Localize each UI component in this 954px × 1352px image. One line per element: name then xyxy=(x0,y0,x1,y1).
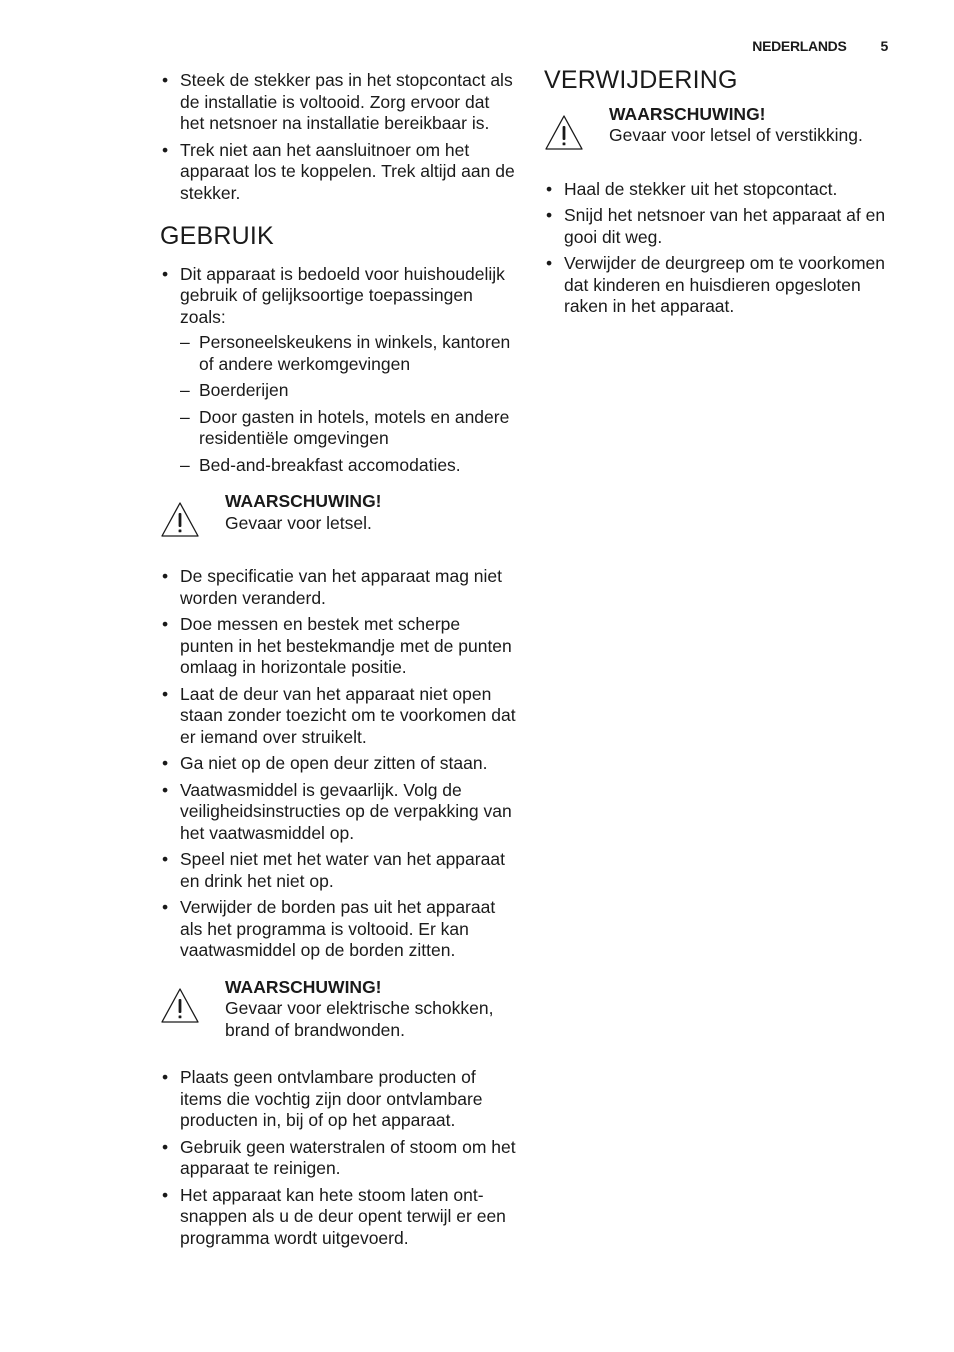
list-item: • Verwijder de deurgreep om te voorkomen dat kinderen en huisdieren opgesloten raken in het apparaat. xyxy=(544,253,894,318)
warning-title: WAARSCHUWING! xyxy=(225,976,382,997)
list-item: • Snijd het netsnoer van het apparaat af en gooi dit weg. xyxy=(544,205,894,248)
list-item: • Gebruik geen waterstralen of stoom om het apparaat te reinigen. xyxy=(160,1137,516,1180)
sub-list-item: – Bed-and-breakfast accomodaties. xyxy=(180,455,516,477)
warning-title: WAARSCHUWING! xyxy=(609,103,766,124)
list-item xyxy=(160,264,516,477)
page-number: 5 xyxy=(880,38,888,54)
list-item: • Ga niet op de open deur zitten of staan. xyxy=(160,753,516,775)
intro-bullet-list xyxy=(160,70,516,204)
gebruik-intro-list xyxy=(160,264,516,477)
warning-title: WAARSCHUWING! xyxy=(225,491,382,511)
list-item: • Plaats geen ontvlambare producten of items die vochtig zijn door ontvlambare producten in, bij of op het apparaat. xyxy=(160,1067,516,1132)
verwijdering-bullet-list xyxy=(544,179,894,318)
list-item: • De specificatie van het apparaat mag niet worden veranderd. xyxy=(160,566,516,609)
list-item: • Doe messen en bestek met scherpe punten in het bestekmandje met de punten omlaag in horizontale positie. xyxy=(160,614,516,679)
list-item: • Speel niet met het water van het apparaat en drink het niet op. xyxy=(160,849,516,892)
warning-triangle-icon xyxy=(544,113,584,153)
list-item: • Vaatwasmiddel is gevaarlijk. Volg de veiligheidsinstructies op de verpakking van het vaatwasmiddel op. xyxy=(160,780,516,845)
warning-block xyxy=(544,104,894,153)
list-item: • Het apparaat kan hete stoom laten ontsnappen als u de deur opent terwijl er een programma wordt uitgevoerd. xyxy=(160,1185,516,1250)
list-item: • Haal de stekker uit het stopcontact. xyxy=(544,179,894,201)
warning-block xyxy=(160,977,516,1042)
sub-item-list xyxy=(180,332,516,476)
section-heading-gebruik: GEBRUIK xyxy=(160,222,274,250)
page-header xyxy=(752,38,888,54)
sub-list-item: – Personeelskeukens in winkels, kantoren of andere werkomgevingen xyxy=(180,332,516,375)
warning-text: Gevaar voor letsel. xyxy=(225,512,372,533)
sub-list-item: – Door gasten in hotels, motels en andere residentiële omgevingen xyxy=(180,407,516,450)
warning-triangle-icon xyxy=(160,500,200,540)
list-item-text: Dit apparaat is bedoeld voor huishoudelijk gebruik of gelijksoortige toepassingen zoals: xyxy=(180,263,505,327)
warning-block xyxy=(160,491,516,540)
list-item: • Laat de deur van het apparaat niet open staan zonder toezicht om te voorkomen dat er iemand over struikelt. xyxy=(160,684,516,749)
right-column xyxy=(544,66,894,323)
gebruik-bullet-list xyxy=(160,566,516,962)
sub-list-item: – Boerderijen xyxy=(180,380,516,402)
list-item: • Trek niet aan het aansluitnoer om het apparaat los te koppelen. Trek altijd aan de stekker. xyxy=(160,140,516,205)
list-item: • Verwijder de borden pas uit het apparaat als het programma is voltooid. Er kan vaatwasmiddel op de borden zitten. xyxy=(160,897,516,962)
gebruik-end-bullet-list xyxy=(160,1067,516,1249)
warning-text: Gevaar voor letsel of verstikking. xyxy=(609,125,863,145)
left-column xyxy=(160,70,516,1254)
list-item: • Steek de stekker pas in het stopcontact als de installatie is voltooid. Zorg ervoor dat het netsnoer na installatie bereikbaar is. xyxy=(160,70,516,135)
warning-triangle-icon xyxy=(160,986,200,1026)
header-language: NEDERLANDS xyxy=(752,38,847,54)
warning-text: Gevaar voor elektrische schokken, brand of brandwonden. xyxy=(225,998,494,1040)
section-heading-verwijdering: VERWIJDERING xyxy=(544,66,738,94)
